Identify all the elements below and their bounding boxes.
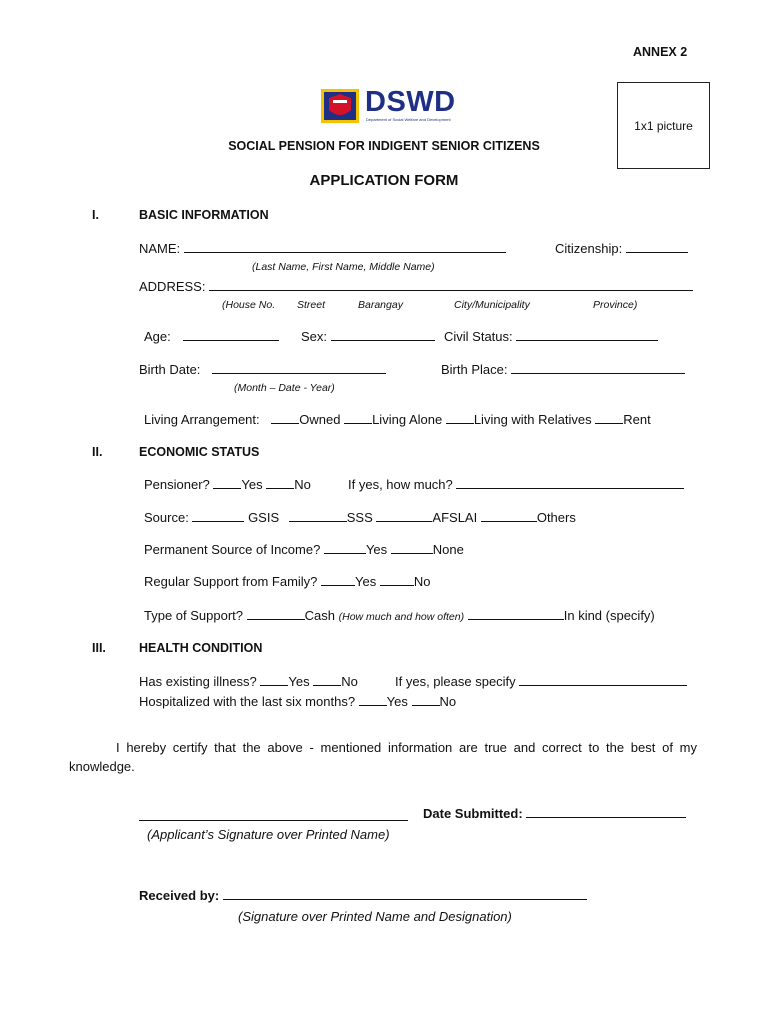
- name-hint: (Last Name, First Name, Middle Name): [252, 261, 435, 273]
- received-by-label: Received by:: [139, 888, 220, 903]
- address-row: [139, 279, 693, 294]
- family-no: No: [413, 574, 431, 589]
- illness-no: No: [341, 674, 358, 689]
- source-sss: SSS: [346, 510, 373, 525]
- family-yes: Yes: [355, 574, 377, 589]
- photo-box[interactable]: [617, 82, 710, 169]
- pensioner-row: [144, 477, 311, 492]
- source-afslai-blank[interactable]: [376, 510, 432, 522]
- permanent-income-label: Permanent Source of Income?: [144, 542, 321, 557]
- living-option-owned: Owned: [299, 412, 341, 427]
- applicant-signature-hint: (Applicant’s Signature over Printed Name): [147, 827, 390, 842]
- annex-label: ANNEX 2: [633, 45, 688, 59]
- program-title: SOCIAL PENSION FOR INDIGENT SENIOR CITIZENS: [228, 139, 540, 153]
- living-option-rent: Rent: [623, 412, 651, 427]
- pensioner-label: Pensioner?: [144, 477, 210, 492]
- section-title-health: HEALTH CONDITION: [139, 641, 263, 655]
- source-gsis-blank[interactable]: [192, 510, 244, 522]
- applicant-signature-field[interactable]: [139, 806, 408, 821]
- support-inkind: In kind (specify): [563, 608, 655, 623]
- hospitalized-label: Hospitalized with the last six months?: [139, 694, 356, 709]
- source-row: [144, 510, 576, 525]
- illness-no-blank[interactable]: [313, 674, 341, 686]
- how-much-row: [348, 477, 684, 492]
- hospitalized-no-blank[interactable]: [412, 694, 440, 706]
- birth-place-row: [441, 362, 685, 377]
- source-others: Others: [536, 510, 576, 525]
- birth-place-field[interactable]: [511, 362, 685, 374]
- form-title: APPLICATION FORM: [309, 172, 459, 189]
- living-option-relatives: Living with Relatives: [473, 412, 592, 427]
- section-title-basic: BASIC INFORMATION: [139, 208, 269, 222]
- pensioner-yes: Yes: [241, 477, 263, 492]
- support-cash: Cash: [304, 608, 335, 623]
- living-alone-blank[interactable]: [344, 412, 372, 424]
- support-inkind-blank[interactable]: [468, 608, 564, 620]
- illness-specify-field[interactable]: [519, 674, 687, 686]
- pensioner-yes-blank[interactable]: [213, 477, 241, 489]
- section-number-basic: I.: [92, 208, 99, 222]
- citizenship-field[interactable]: [626, 241, 688, 253]
- illness-yes-blank[interactable]: [260, 674, 288, 686]
- living-arrangement-row: [144, 412, 651, 427]
- certification-line-1: I hereby certify that the above - mentioned information are true and correct to the best of my: [116, 740, 697, 755]
- illness-label: Has existing illness?: [139, 674, 257, 689]
- hospitalized-row: [139, 694, 456, 709]
- birth-date-label: Birth Date:: [139, 362, 201, 377]
- civil-status-row: [444, 329, 658, 344]
- illness-specify-row: [395, 674, 687, 689]
- permanent-none-blank[interactable]: [391, 542, 433, 554]
- living-option-alone: Living Alone: [372, 412, 443, 427]
- source-others-blank[interactable]: [481, 510, 537, 522]
- sex-label: Sex:: [301, 329, 328, 344]
- birth-date-hint: (Month – Date - Year): [234, 382, 335, 394]
- age-field[interactable]: [183, 329, 279, 341]
- living-owned-blank[interactable]: [271, 412, 299, 424]
- name-label: NAME:: [139, 241, 181, 256]
- address-hint-city: City/Municipality: [454, 299, 530, 311]
- pensioner-no-blank[interactable]: [266, 477, 294, 489]
- section-title-economic: ECONOMIC STATUS: [139, 445, 260, 459]
- living-arrangement-label: Living Arrangement:: [144, 412, 260, 427]
- address-field[interactable]: [209, 279, 693, 291]
- illness-specify-label: If yes, please specify: [395, 674, 516, 689]
- address-hint-barangay: Barangay: [358, 299, 403, 311]
- photo-box-label: 1x1 picture: [634, 119, 693, 133]
- name-row: [139, 241, 506, 256]
- support-cash-blank[interactable]: [247, 608, 305, 620]
- age-label: Age:: [144, 329, 171, 344]
- hospitalized-no: No: [439, 694, 457, 709]
- address-hint-street: Street: [297, 299, 326, 311]
- living-rent-blank[interactable]: [595, 412, 623, 424]
- date-submitted-field[interactable]: [526, 806, 686, 818]
- hospitalized-yes: Yes: [386, 694, 408, 709]
- permanent-income-row: [144, 542, 464, 557]
- address-hint-province: Province): [593, 299, 638, 311]
- family-support-row: [144, 574, 431, 589]
- birth-place-label: Birth Place:: [441, 362, 508, 377]
- family-yes-blank[interactable]: [321, 574, 355, 586]
- logo-subtext: Department of Social Welfare and Development: [366, 117, 451, 122]
- family-no-blank[interactable]: [380, 574, 414, 586]
- permanent-none: None: [432, 542, 464, 557]
- civil-status-field[interactable]: [516, 329, 658, 341]
- pensioner-no: No: [294, 477, 311, 492]
- certification-line-2: knowledge.: [69, 759, 135, 774]
- how-much-field[interactable]: [456, 477, 684, 489]
- received-by-row: [139, 888, 587, 903]
- name-field[interactable]: [184, 241, 506, 253]
- illness-yes: Yes: [288, 674, 310, 689]
- permanent-yes-blank[interactable]: [324, 542, 366, 554]
- received-by-field[interactable]: [223, 888, 587, 900]
- birth-date-field[interactable]: [212, 362, 386, 374]
- support-type-label: Type of Support?: [144, 608, 244, 623]
- date-submitted-row: [423, 806, 686, 821]
- hospitalized-yes-blank[interactable]: [359, 694, 387, 706]
- citizenship-row: [555, 241, 688, 256]
- support-cash-hint: (How much and how often): [338, 611, 465, 623]
- received-by-hint: (Signature over Printed Name and Designation): [238, 909, 512, 924]
- family-support-label: Regular Support from Family?: [144, 574, 318, 589]
- civil-status-label: Civil Status:: [444, 329, 513, 344]
- logo-wordmark: DSWD: [365, 86, 456, 118]
- how-much-label: If yes, how much?: [348, 477, 453, 492]
- source-label: Source:: [144, 510, 189, 525]
- address-label: ADDRESS:: [139, 279, 206, 294]
- source-afslai: AFSLAI: [432, 510, 478, 525]
- section-number-health: III.: [92, 641, 106, 655]
- section-number-economic: II.: [92, 445, 103, 459]
- source-gsis: GSIS: [248, 510, 280, 525]
- dswd-emblem-icon: [320, 88, 360, 124]
- source-sss-blank[interactable]: [289, 510, 347, 522]
- birth-date-row: [139, 362, 386, 377]
- living-relatives-blank[interactable]: [446, 412, 474, 424]
- sex-field[interactable]: [331, 329, 435, 341]
- illness-row: [139, 674, 358, 689]
- support-type-row: [144, 608, 655, 623]
- citizenship-label: Citizenship:: [555, 241, 623, 256]
- address-hint-house: (House No.: [222, 299, 276, 311]
- permanent-yes: Yes: [365, 542, 388, 557]
- date-submitted-label: Date Submitted:: [423, 806, 523, 821]
- age-row: [144, 329, 279, 344]
- sex-row: [301, 329, 435, 344]
